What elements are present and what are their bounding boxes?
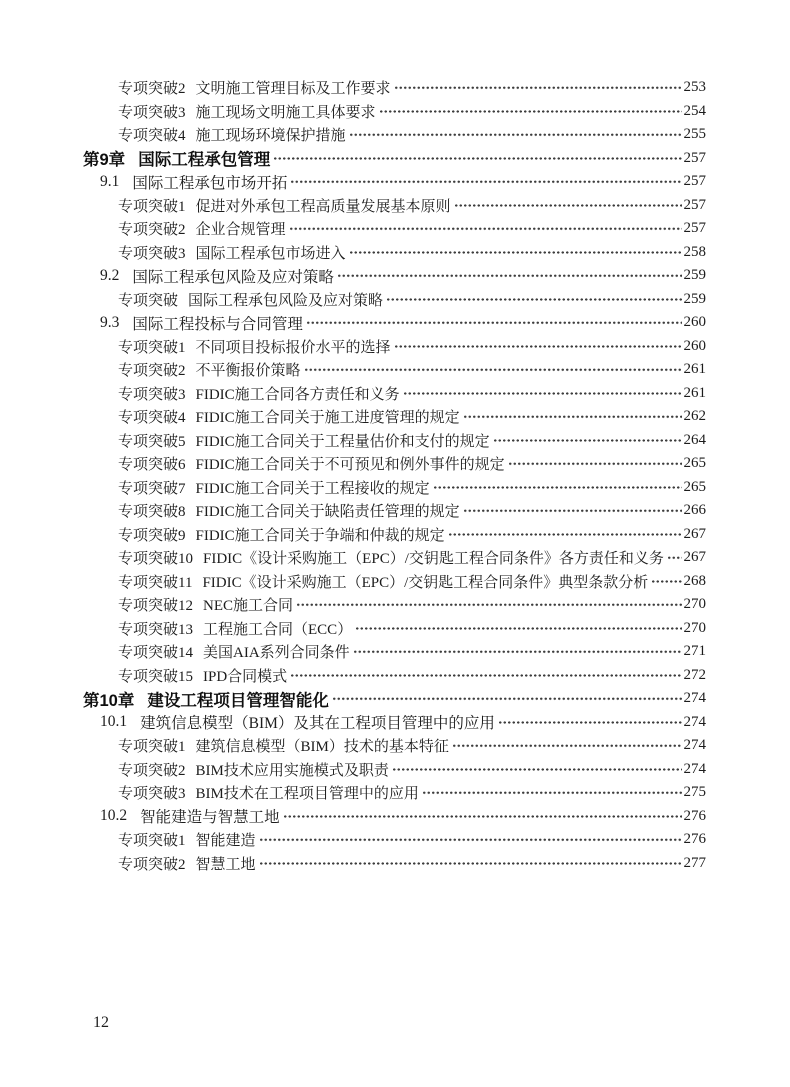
toc-entry-label: 专项突破3 [118,245,186,262]
toc-entry [83,640,706,664]
toc-entry-title: 智能建造与智慧工地 [140,809,280,827]
toc-entry-title: 施工现场环境保护措施 [195,128,346,145]
toc-entry-page-number: 261 [683,361,706,378]
toc-entry-title: FIDIC施工合同关于不可预见和例外事件的规定 [195,457,505,474]
leader-dots [289,217,682,241]
toc-entry-page-number: 267 [683,549,706,566]
leader-dots [337,264,682,288]
toc-entry-title: BIM技术在工程项目管理中的应用 [195,786,419,803]
leader-dots [379,100,682,124]
leader-dots [283,805,682,829]
toc-entry-label: 9.2 [100,266,120,284]
toc-entry-page-number: 264 [683,431,706,448]
toc-entry-title: FIDIC施工合同关于工程量估价和支付的规定 [195,433,490,450]
leader-dots [493,429,682,453]
leader-dots [290,170,681,194]
toc-entry-page-number: 267 [683,525,706,542]
toc-entry-page-number: 276 [683,807,706,824]
toc-entry-page-number: 255 [683,126,706,143]
toc-entry-page-number: 270 [683,596,706,613]
leader-dots [296,593,681,617]
toc-entry-title: 建设工程项目管理智能化 [147,691,329,710]
toc-entry-title: 工程施工合同（ECC） [203,621,353,638]
toc-entry-label: 专项突破6 [118,457,186,474]
toc-entry-page-number: 253 [683,79,706,96]
toc-entry-page-number: 260 [683,337,706,354]
toc-entry-title: FIDIC施工合同各方责任和义务 [195,386,400,403]
toc-entry [83,617,706,641]
toc-entry-page-number: 274 [683,690,706,707]
toc-entry-label: 专项突破9 [118,527,186,544]
toc-entry-title: 促进对外承包工程高质量发展基本原则 [195,198,451,215]
leader-dots [452,734,682,758]
leader-dots [508,452,682,476]
toc-entry-title: 建筑信息模型（BIM）及其在工程项目管理中的应用 [140,715,495,733]
toc-entry-page-number: 266 [683,502,706,519]
toc-entry-label: 专项突破4 [118,410,186,427]
leader-dots [651,570,681,594]
toc-entry-label: 专项突破 [118,292,179,309]
leader-dots [394,335,682,359]
leader-dots [304,358,682,382]
leader-dots [349,241,682,265]
toc-entry-label: 9.3 [100,313,120,331]
toc-entry-title: NEC施工合同 [203,598,294,615]
toc-entry-label: 专项突破5 [118,433,186,450]
toc-entry-title: 国际工程承包市场进入 [195,245,346,262]
leader-dots [259,828,682,852]
leader-dots [353,640,682,664]
toc-entry [83,241,706,265]
toc-entry [83,758,706,782]
toc-entry-label: 专项突破1 [118,833,186,850]
toc-entry-page-number: 274 [683,760,706,777]
toc-entry-page-number: 272 [683,666,706,683]
toc-entry [83,664,706,688]
toc-entry-title: FIDIC施工合同关于工程接收的规定 [195,480,430,497]
toc-entry-title: FIDIC《设计采购施工（EPC）/交钥匙工程合同条件》各方责任和义务 [203,551,664,568]
toc-entry-title: IPD合同模式 [203,668,288,685]
toc-entry-page-number: 262 [683,408,706,425]
toc-entry-page-number: 258 [683,243,706,260]
toc-entry-page-number: 257 [683,196,706,213]
toc-entry-label: 专项突破3 [118,386,186,403]
toc-entry-title: 文明施工管理目标及工作要求 [195,81,391,98]
toc-entry-label: 专项突破13 [118,621,194,638]
toc-entry-title: FIDIC施工合同关于缺陷责任管理的规定 [195,504,460,521]
leader-dots [498,711,682,735]
toc-entry-page-number: 257 [683,149,706,166]
toc-entry-page-number: 271 [683,643,706,660]
toc-entry [83,499,706,523]
toc-entry-title: 智能建造 [195,833,256,850]
toc-entry-label: 专项突破3 [118,104,186,121]
leader-dots [355,617,681,641]
toc-entry [83,382,706,406]
toc-entry [83,546,706,570]
toc-entry [83,264,706,288]
leader-dots [332,687,682,711]
toc-entry [83,335,706,359]
toc-entry [83,852,706,876]
toc-entry-label: 10.2 [100,807,128,825]
toc-entry-title: 企业合规管理 [195,222,286,239]
toc-entry-label: 专项突破14 [118,645,194,662]
toc-entry [83,100,706,124]
toc-entry [83,711,706,735]
toc-entry-page-number: 270 [683,619,706,636]
toc-entry [83,570,706,594]
leader-dots [386,288,681,312]
toc-entry [83,194,706,218]
toc-entry-title: FIDIC《设计采购施工（EPC）/交钥匙工程合同条件》典型条款分析 [202,574,649,591]
toc-entry [83,405,706,429]
leader-dots [349,123,682,147]
leader-dots [394,76,682,100]
leader-dots [403,382,682,406]
toc-entry-label: 专项突破2 [118,363,186,380]
leader-dots [463,405,682,429]
toc-entry-page-number: 274 [683,713,706,730]
toc-entry-label: 专项突破1 [118,739,186,756]
toc-entry-label: 第9章 [83,151,126,170]
toc-entry [83,452,706,476]
toc-entry-title: 建筑信息模型（BIM）技术的基本特征 [195,739,449,756]
toc-entry [83,734,706,758]
toc-entry-title: 国际工程投标与合同管理 [132,315,303,333]
toc-entry-label: 专项突破10 [118,551,194,568]
toc-entry-page-number: 275 [683,784,706,801]
toc-entry-title: 不平衡报价策略 [195,363,301,380]
toc-entry-label: 专项突破2 [118,762,186,779]
toc-entry-title: FIDIC施工合同关于施工进度管理的规定 [195,410,460,427]
toc-entry-page-number: 277 [683,854,706,871]
toc-entry-label: 专项突破2 [118,222,186,239]
toc-entry-label: 专项突破2 [118,856,186,873]
toc-entry [83,76,706,100]
toc-entry [83,217,706,241]
toc-entry [83,828,706,852]
toc-entry-label: 第10章 [83,691,135,710]
toc-entry-page-number: 260 [683,314,706,331]
leader-dots [422,781,682,805]
leader-dots [306,311,682,335]
leader-dots [667,546,682,570]
toc-entry [83,687,706,711]
leader-dots [454,194,682,218]
page-footer-number: 12 [93,1014,109,1031]
toc-entry-label: 10.1 [100,713,128,731]
toc-entry-label: 专项突破8 [118,504,186,521]
toc-entry-title: 国际工程承包风险及应对策略 [188,292,384,309]
toc-entry-page-number: 257 [683,173,706,190]
toc-list [83,76,706,875]
toc-entry [83,781,706,805]
toc-entry-page-number: 265 [683,455,706,472]
toc-entry [83,523,706,547]
toc-entry-page-number: 265 [683,478,706,495]
toc-entry [83,429,706,453]
leader-dots [290,664,681,688]
toc-entry [83,593,706,617]
toc-entry-page-number: 268 [683,572,706,589]
toc-entry-label: 专项突破2 [118,81,186,98]
toc-entry-label: 专项突破1 [118,339,186,356]
toc-entry-title: BIM技术应用实施模式及职责 [195,762,389,779]
toc-entry-title: 不同项目投标报价水平的选择 [195,339,391,356]
leader-dots [448,523,682,547]
toc-entry [83,288,706,312]
toc-entry-page-number: 257 [683,220,706,237]
leader-dots [392,758,682,782]
toc-entry-label: 专项突破7 [118,480,186,497]
toc-entry-label: 专项突破3 [118,786,186,803]
toc-entry-page-number: 276 [683,831,706,848]
toc-entry-title: FIDIC施工合同关于争端和仲裁的规定 [195,527,445,544]
toc-entry-page-number: 254 [683,102,706,119]
toc-entry [83,311,706,335]
toc-entry-label: 9.1 [100,172,120,190]
leader-dots [273,147,681,171]
toc-entry [83,147,706,171]
toc-entry-label: 专项突破12 [118,598,194,615]
toc-entry [83,805,706,829]
toc-entry-label: 专项突破15 [118,668,194,685]
toc-entry-title: 国际工程承包管理 [138,151,271,170]
leader-dots [433,476,682,500]
toc-entry-title: 国际工程承包风险及应对策略 [132,268,334,286]
toc-entry-title: 国际工程承包市场开拓 [132,174,288,192]
toc-entry [83,123,706,147]
toc-entry-title: 智慧工地 [195,856,256,873]
toc-entry [83,476,706,500]
toc-entry [83,358,706,382]
toc-entry-label: 专项突破1 [118,198,186,215]
toc-entry-page-number: 259 [683,290,706,307]
leader-dots [463,499,682,523]
toc-entry [83,170,706,194]
toc-entry-title: 施工现场文明施工具体要求 [195,104,376,121]
toc-entry-label: 专项突破11 [118,574,193,591]
toc-entry-title: 美国AIA系列合同条件 [203,645,350,662]
toc-entry-page-number: 261 [683,384,706,401]
leader-dots [259,852,682,876]
toc-entry-page-number: 274 [683,737,706,754]
toc-entry-page-number: 259 [683,267,706,284]
toc-entry-label: 专项突破4 [118,128,186,145]
